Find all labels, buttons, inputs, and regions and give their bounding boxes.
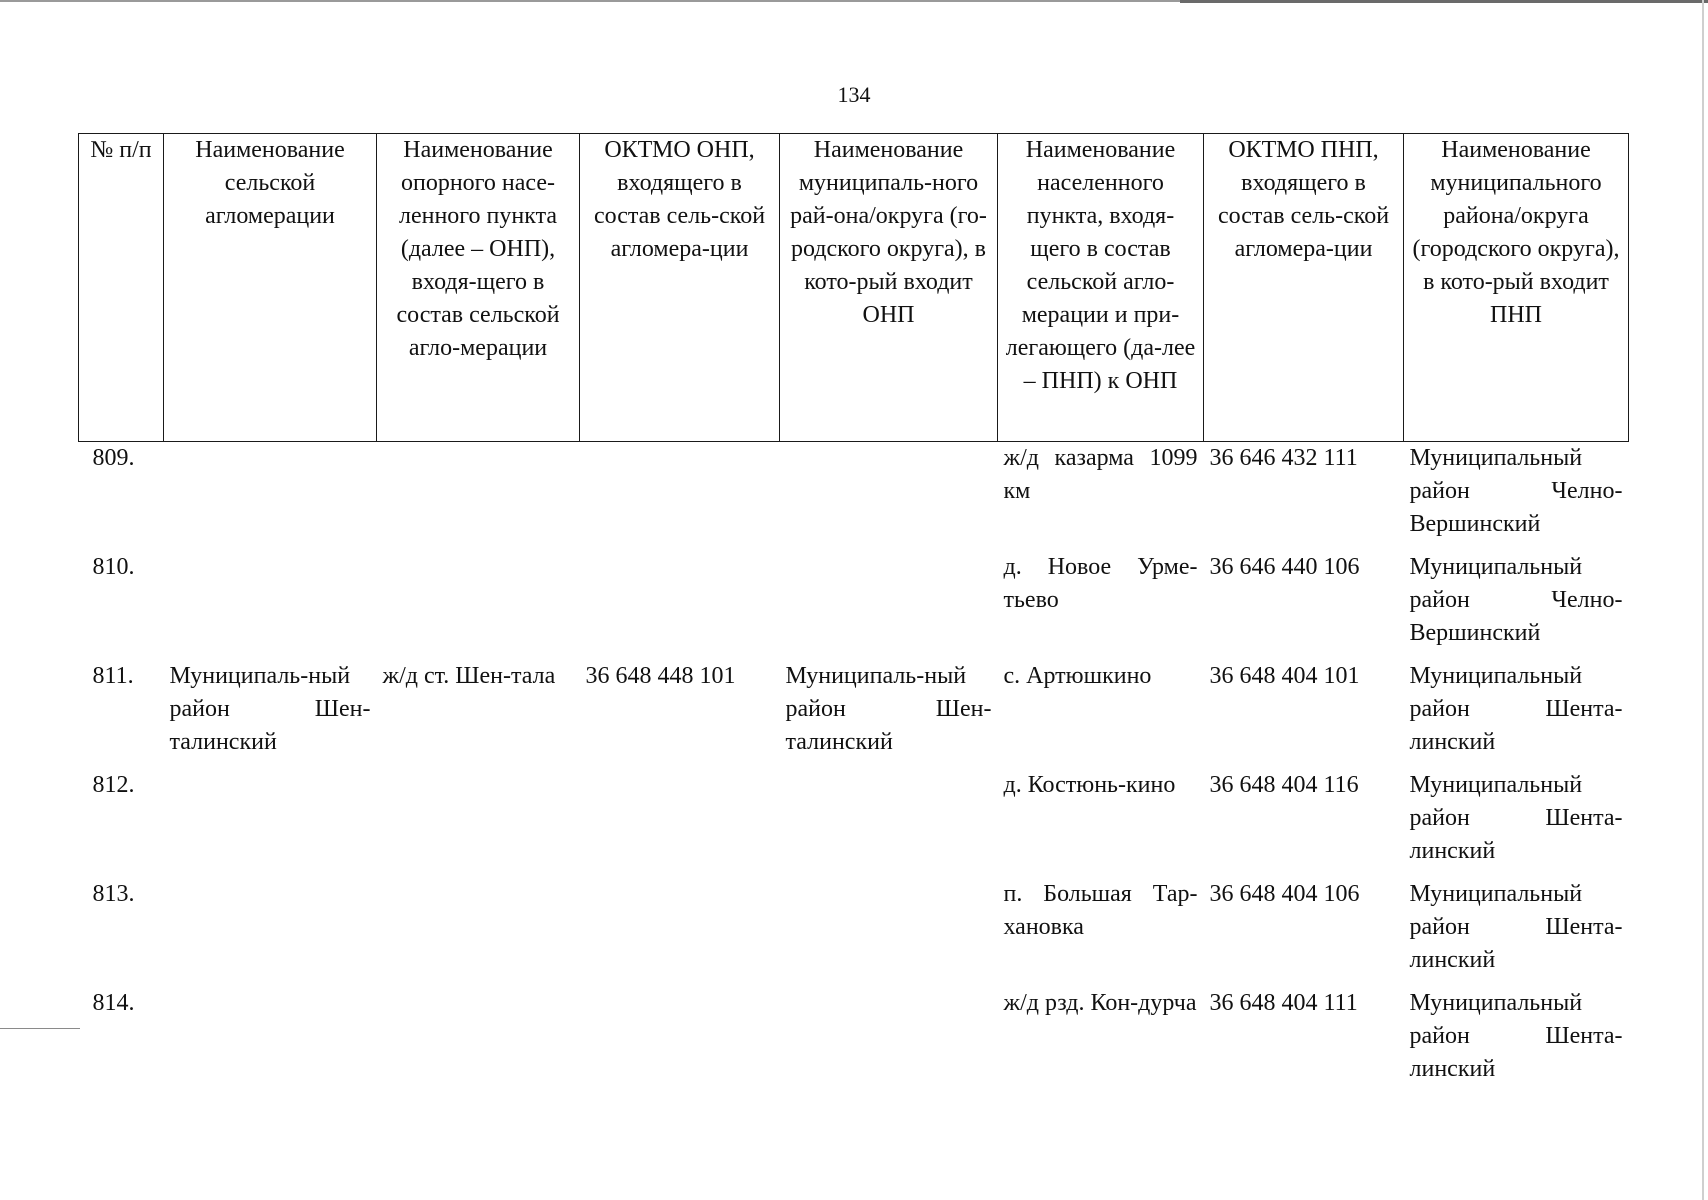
cell-onp: [377, 987, 580, 1096]
cell-onp: [377, 551, 580, 660]
cell-district-pnp: Муниципальный район Шента-линский: [1409, 881, 1623, 973]
cell-district-onp: [780, 987, 998, 1096]
table-row: [79, 987, 1629, 1096]
page-number: 134: [837, 82, 871, 107]
cell-pnp: д. Костюнь-кино: [1003, 772, 1176, 798]
cell-number: 809.: [92, 445, 135, 471]
header-number: № п/п: [79, 134, 164, 442]
cell-pnp: д. Новое Урме-тьево: [1003, 554, 1198, 613]
cell-agglomeration: Муниципаль-ный район Шен-талинский: [169, 663, 371, 755]
header-oktmo-onp: ОКТМО ОНП, входящего в состав сель-ской агломера-ции: [580, 134, 780, 442]
cell-district-onp: [780, 442, 998, 552]
cell-agglomeration: [164, 878, 377, 987]
table-header-row: [79, 134, 1629, 442]
cell-pnp: ж/д казарма 1099 км: [1003, 445, 1198, 504]
cell-district-onp: [780, 551, 998, 660]
cell-district-onp: [780, 769, 998, 878]
scan-edge-top-right: [1180, 0, 1708, 3]
cell-number: 811.: [92, 663, 134, 689]
table-row: [79, 878, 1629, 987]
header-district-onp: Наименование муниципаль-ного рай-она/округа (го-родского округа), в кото-рый входит ОНП: [780, 134, 998, 442]
header-pnp-name: Наименование населенного пункта, входя-щего в состав сельской агло-мерации и при-легающего (да-лее – ПНП) к ОНП: [998, 134, 1204, 442]
cell-pnp: с. Артюшкино: [1003, 663, 1152, 689]
cell-oktmo-onp: [580, 551, 780, 660]
cell-district-pnp: Муниципальный район Челно-Вершинский: [1409, 445, 1623, 537]
cell-onp: [377, 769, 580, 878]
cell-oktmo-onp: [580, 878, 780, 987]
header-district-pnp: Наименование муниципального района/округа (городского округа), в кото-рый входит ПНП: [1404, 134, 1629, 442]
cell-district-pnp: Муниципальный район Шента-линский: [1409, 663, 1623, 755]
cell-onp: [377, 878, 580, 987]
cell-number: 812.: [92, 772, 135, 798]
cell-oktmo-pnp: 36 648 404 106: [1209, 881, 1360, 907]
cell-district-onp: [780, 878, 998, 987]
cell-oktmo-pnp: 36 646 440 106: [1209, 554, 1360, 580]
table-row: [79, 660, 1629, 769]
cell-pnp: ж/д рзд. Кон-дурча: [1003, 990, 1197, 1016]
cell-oktmo-onp: [580, 769, 780, 878]
cell-agglomeration: [164, 987, 377, 1096]
header-agglomeration: Наименование сельской агломерации: [164, 134, 377, 442]
cell-agglomeration: [164, 442, 377, 552]
cell-district-onp: Муниципаль-ный район Шен-талинский: [785, 663, 992, 755]
scan-mark-left: [0, 1028, 80, 1029]
scan-edge-right: [1702, 0, 1704, 1200]
cell-agglomeration: [164, 551, 377, 660]
cell-oktmo-pnp: 36 648 404 101: [1209, 663, 1360, 689]
table-row: [79, 551, 1629, 660]
cell-agglomeration: [164, 769, 377, 878]
cell-pnp: п. Большая Тар-хановка: [1003, 881, 1198, 940]
cell-oktmo-pnp: 36 648 404 111: [1209, 990, 1358, 1016]
cell-district-pnp: Муниципальный район Шента-линский: [1409, 990, 1623, 1082]
cell-number: 814.: [92, 990, 135, 1016]
cell-district-pnp: Муниципальный район Челно-Вершинский: [1409, 554, 1623, 646]
cell-oktmo-pnp: 36 646 432 111: [1209, 445, 1358, 471]
cell-number: 810.: [92, 554, 135, 580]
cell-oktmo-onp: [580, 442, 780, 552]
agglomeration-table: [78, 133, 1629, 1096]
cell-oktmo-pnp: 36 648 404 116: [1209, 772, 1359, 798]
cell-onp: ж/д ст. Шен-тала: [382, 663, 556, 689]
header-onp-name: Наименование опорного насе-ленного пункта (далее – ОНП), входя-щего в состав сельской агло-мерации: [377, 134, 580, 442]
cell-district-pnp: Муниципальный район Шента-линский: [1409, 772, 1623, 864]
cell-onp: [377, 442, 580, 552]
table-row: [79, 442, 1629, 552]
table-row: [79, 769, 1629, 878]
cell-number: 813.: [92, 881, 135, 907]
cell-oktmo-onp: 36 648 448 101: [585, 663, 736, 689]
cell-oktmo-onp: [580, 987, 780, 1096]
header-oktmo-pnp: ОКТМО ПНП, входящего в состав сель-ской агломера-ции: [1204, 134, 1404, 442]
